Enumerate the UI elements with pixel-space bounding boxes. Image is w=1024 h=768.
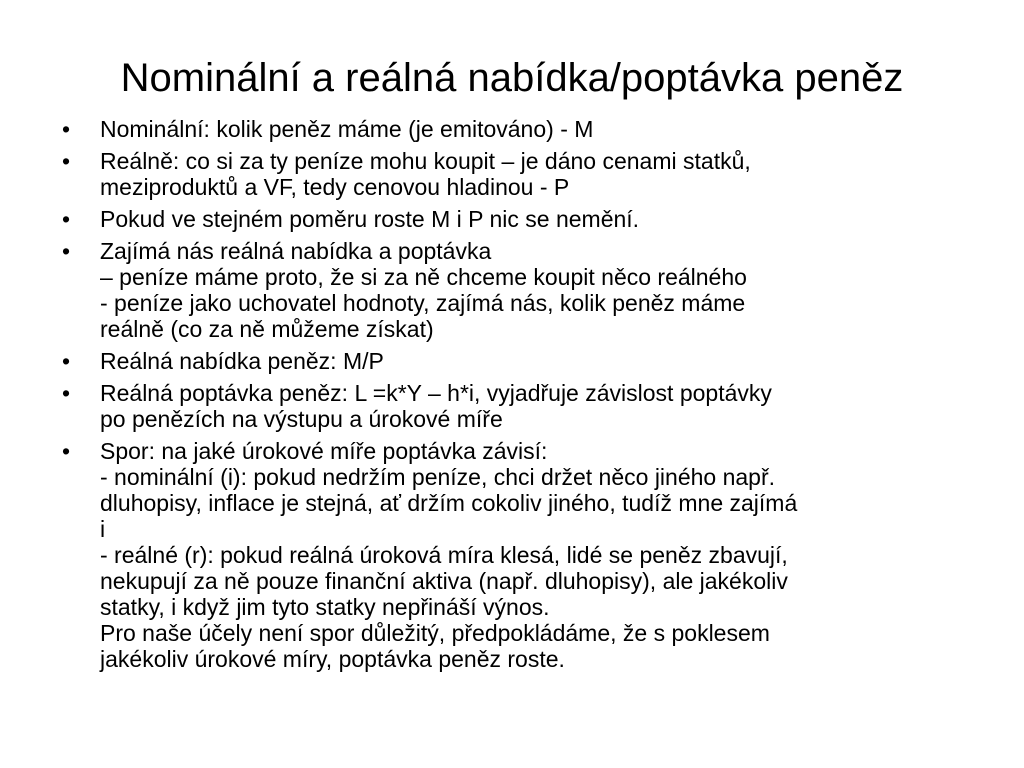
bullet-line: Reálně: co si za ty peníze mohu koupit – je dáno cenami statků, <box>100 148 751 174</box>
bullet-item <box>56 380 976 432</box>
bullet-text <box>100 148 976 200</box>
bullet-item <box>56 148 976 200</box>
bullet-line: Spor: na jaké úrokové míře poptávka závisí: <box>100 438 548 464</box>
bullet-line: dluhopisy, inflace je stejná, ať držím cokoliv jiného, tudíž mne zajímá <box>100 490 798 516</box>
bullet-text <box>100 238 976 342</box>
bullet-text <box>100 348 976 374</box>
bullet-text <box>100 206 976 232</box>
bullet-line: jakékoliv úrokové míry, poptávka peněz roste. <box>100 646 565 672</box>
bullet-line: Reálná poptávka peněz: L =k*Y – h*i, vyjadřuje závislost poptávky <box>100 380 772 406</box>
bullet-line: i <box>100 516 106 542</box>
bullet-text <box>100 380 976 432</box>
bullet-item <box>56 206 976 232</box>
bullet-item <box>56 438 976 672</box>
bullet-dot: • <box>61 206 71 232</box>
bullet-dot: • <box>61 380 71 406</box>
bullet-line: Nominální: kolik peněz máme (je emitováno) - M <box>100 116 594 142</box>
bullet-text <box>100 116 976 142</box>
bullet-line: meziproduktů a VF, tedy cenovou hladinou - P <box>100 174 570 200</box>
bullet-line: Pro naše účely není spor důležitý, předpokládáme, že s poklesem <box>100 620 770 646</box>
bullet-line: statky, i když jim tyto statky nepřináší výnos. <box>100 594 550 620</box>
bullet-line: Pokud ve stejném poměru roste M i P nic se nemění. <box>100 206 640 232</box>
bullet-dot: • <box>61 148 71 174</box>
bullet-line: Zajímá nás reálná nabídka a poptávka <box>100 238 492 264</box>
bullet-line: – peníze máme proto, že si za ně chceme koupit něco reálného <box>100 264 747 290</box>
bullet-line: nekupují za ně pouze finanční aktiva (např. dluhopisy), ale jakékoliv <box>100 568 788 594</box>
bullet-line: - nominální (i): pokud nedržím peníze, chci držet něco jiného např. <box>100 464 776 490</box>
bullet-dot: • <box>61 238 71 264</box>
bullet-dot: • <box>61 348 71 374</box>
bullet-line: Reálná nabídka peněz: M/P <box>100 348 384 374</box>
bullet-item <box>56 116 976 142</box>
bullet-line: reálně (co za ně můžeme získat) <box>100 316 434 342</box>
bullet-line: po penězích na výstupu a úrokové míře <box>100 406 503 432</box>
bullet-dot: • <box>61 438 71 464</box>
bullet-item <box>56 348 976 374</box>
bullet-line: - peníze jako uchovatel hodnoty, zajímá nás, kolik peněz máme <box>100 290 746 316</box>
slide-title: Nominální a reálná nabídka/poptávka peněz <box>120 56 904 100</box>
bullet-line: - reálné (r): pokud reálná úroková míra klesá, lidé se peněz zbavují, <box>100 542 788 568</box>
bullet-list <box>56 116 976 678</box>
bullet-dot: • <box>61 116 71 142</box>
bullet-text <box>100 438 976 672</box>
bullet-item <box>56 238 976 342</box>
